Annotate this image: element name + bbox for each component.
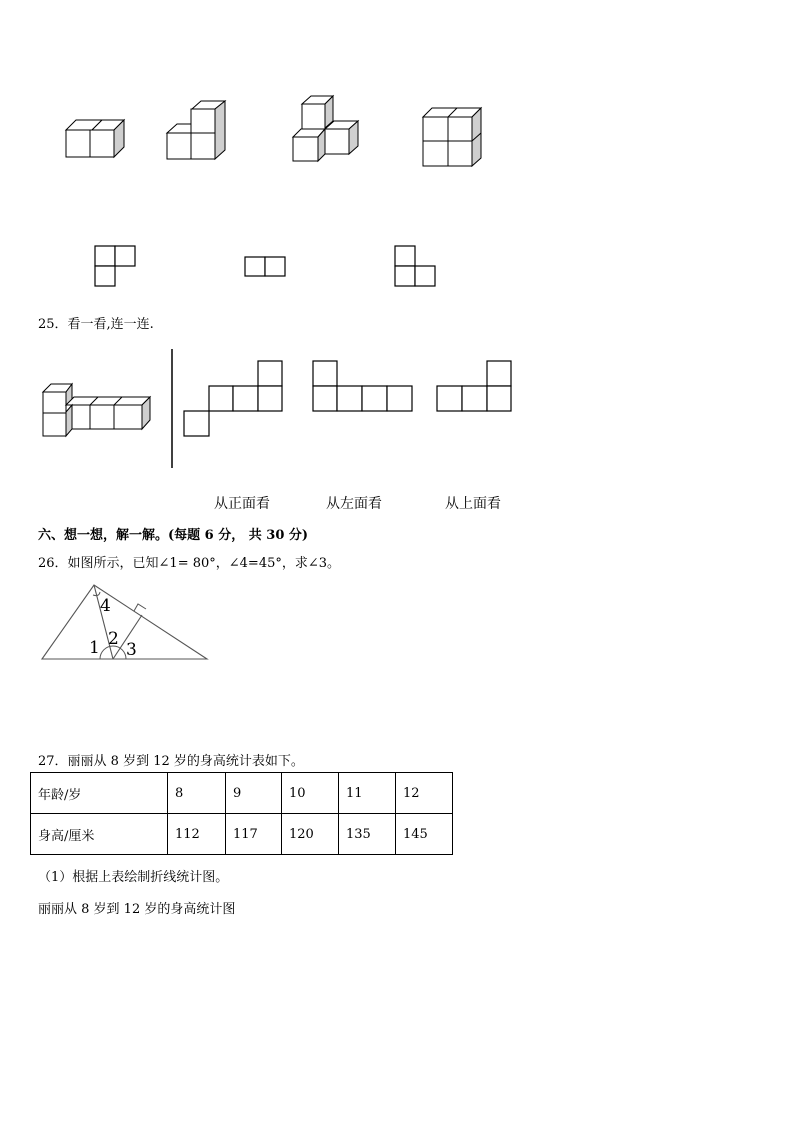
table-row <box>31 773 453 814</box>
table-cell: 117 <box>226 814 282 855</box>
q25-view-a <box>180 358 286 438</box>
q25-view-c <box>432 358 516 414</box>
height-stats-table <box>30 772 453 855</box>
table-cell: 身高/厘米 <box>31 814 168 855</box>
table-cell: 145 <box>396 814 453 855</box>
q27-text: 27．丽丽从 8 岁到 12 岁的身高统计表如下。 <box>38 754 304 769</box>
table-cell: 年龄/岁 <box>31 773 168 814</box>
table-cell: 9 <box>226 773 282 814</box>
q26-text: 26．如图所示，已知∠1= 80°，∠4=45°，求∠3。 <box>38 556 341 571</box>
q25-divider-line <box>170 348 174 470</box>
cube-solid-3 <box>288 90 368 165</box>
table-cell: 11 <box>339 773 396 814</box>
cube-solid-1 <box>60 115 130 160</box>
angle-label-1: 1 <box>89 638 100 658</box>
view-label-left: 从左面看 <box>326 496 382 512</box>
view-shape-1 <box>90 240 140 290</box>
view-label-front: 从正面看 <box>214 496 270 512</box>
table-cell: 12 <box>396 773 453 814</box>
q27-sub1-text: （1）根据上表绘制折线统计图。 <box>38 870 229 885</box>
q25-view-b <box>308 358 418 414</box>
angle-label-3: 3 <box>126 640 137 660</box>
angle-label-4: 4 <box>100 596 111 616</box>
q27-chart-title: 丽丽从 8 岁到 12 岁的身高统计图 <box>38 902 236 917</box>
cube-solid-2 <box>160 95 230 165</box>
table-cell: 135 <box>339 814 396 855</box>
section6-title: 六、想一想，解一解。(每题 6 分， 共 30 分) <box>38 528 309 543</box>
table-cell: 112 <box>168 814 226 855</box>
table-cell: 10 <box>282 773 339 814</box>
table-cell: 8 <box>168 773 226 814</box>
q26-triangle-figure <box>38 580 213 665</box>
q25-text: 25．看一看,连一连. <box>38 317 154 332</box>
view-label-top: 从上面看 <box>445 496 501 512</box>
view-shape-2 <box>240 252 290 282</box>
cube-solid-4 <box>418 100 488 175</box>
table-cell: 120 <box>282 814 339 855</box>
q25-cube-solid <box>38 378 158 438</box>
table-row <box>31 814 453 855</box>
view-shape-3 <box>390 240 440 290</box>
angle-label-2: 2 <box>108 629 119 649</box>
